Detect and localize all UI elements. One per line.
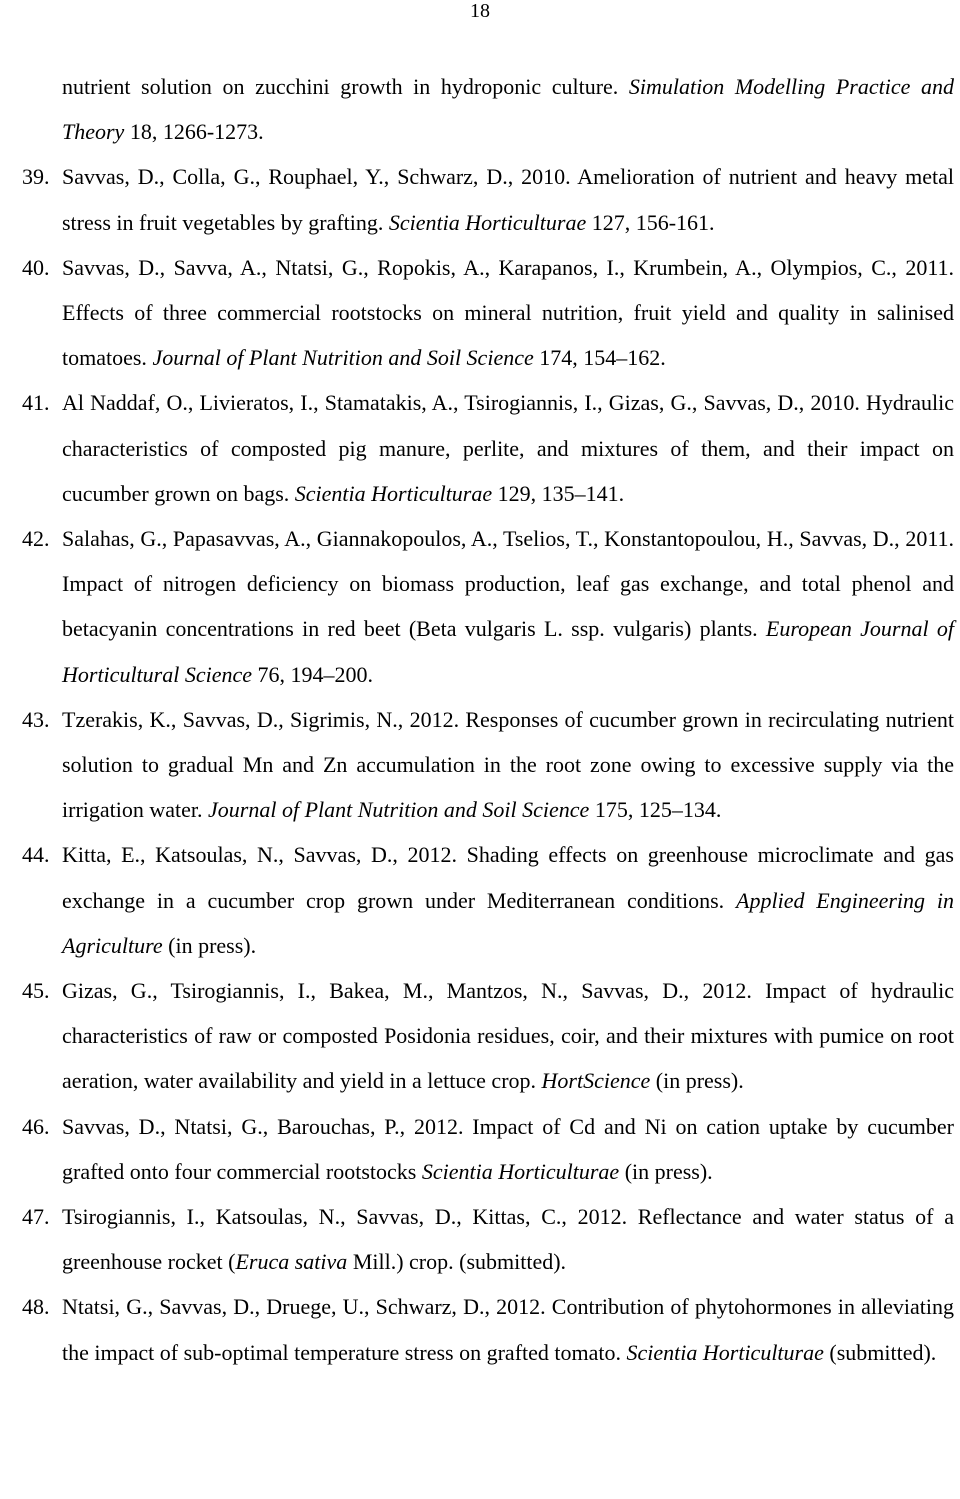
reference-text: Mill.) crop. (submitted). <box>347 1249 567 1275</box>
reference-text: Al Naddaf, O., Livieratos, I., Stamatakis, A., Tsirogiannis, I., Gizas, G., Savvas, D., 2010. Hydraulic characteristics of composted pig manure, perlite, and mixtures of them, and their impact on cucumber grown on bags. <box>62 390 954 506</box>
reference-number: 44. <box>22 842 50 868</box>
reference-text: 127, 156-161. <box>586 209 715 235</box>
reference-text: (in press). <box>162 932 257 958</box>
reference-number: 43. <box>22 706 50 732</box>
journal-title: Journal of Plant Nutrition and Soil Science <box>208 797 590 823</box>
reference-item-46 <box>22 1104 954 1194</box>
reference-text: Salahas, G., Papasavvas, A., Giannakopoulos, A., Tselios, T., Konstantopoulou, H., Savvas, D., 2011. Impact of nitrogen deficiency on biomass production, leaf gas exchange, and total phenol and betacyanin concentrations in red beet (Beta vulgaris L. ssp. vulgaris) plants. <box>62 526 954 642</box>
page-number: 18 <box>470 0 490 22</box>
journal-title: Scientia Horticulturae <box>294 480 493 506</box>
reference-number: 45. <box>22 978 50 1004</box>
species-name: Eruca sativa <box>235 1249 348 1275</box>
reference-number: 41. <box>22 390 50 416</box>
journal-title: Journal of Plant Nutrition and Soil Science <box>152 345 534 371</box>
reference-text: 174, 154–162. <box>533 345 666 371</box>
reference-text: 76, 194–200. <box>252 661 374 687</box>
journal-title: Scientia Horticulturae <box>388 209 587 235</box>
reference-number: 40. <box>22 254 50 280</box>
reference-item-41 <box>22 380 954 516</box>
reference-item-45 <box>22 968 954 1104</box>
journal-title: Scientia Horticulturae <box>626 1339 824 1365</box>
reference-item-47 <box>22 1194 954 1284</box>
journal-title: Simulation Modelling Practice and Theory <box>62 74 954 145</box>
reference-text: (in press). <box>619 1158 713 1184</box>
reference-text: 175, 125–134. <box>589 797 722 823</box>
reference-item-43 <box>22 697 954 833</box>
reference-item-48 <box>22 1284 954 1374</box>
reference-item-continued <box>22 64 954 154</box>
reference-text: Ntatsi, G., Savvas, D., Druege, U., Schwarz, D., 2012. Contribution of phytohormones in alleviating the impact of sub-optimal temperature stress on grafted tomato. <box>62 1294 954 1365</box>
reference-text: Savvas, D., Colla, G., Rouphael, Y., Schwarz, D., 2010. Amelioration of nutrient and heavy metal stress in fruit vegetables by grafting. <box>62 164 954 235</box>
reference-text: (in press). <box>650 1068 744 1094</box>
journal-title: European Journal of Horticultural Science <box>62 616 954 687</box>
reference-number: 46. <box>22 1113 50 1139</box>
reference-text: Tzerakis, K., Savvas, D., Sigrimis, N., 2012. Responses of cucumber grown in recirculating nutrient solution to gradual Mn and Zn accumulation in the root zone owing to excessive supply via the irrigation water. <box>62 706 954 823</box>
reference-text: Tsirogiannis, I., Katsoulas, N., Savvas, D., Kittas, C., 2012. Reflectance and water status of a greenhouse rocket ( <box>62 1204 954 1275</box>
reference-text: 129, 135–141. <box>492 480 625 506</box>
reference-number: 48. <box>22 1294 50 1320</box>
reference-item-44 <box>22 832 954 968</box>
reference-item-40 <box>22 245 954 381</box>
reference-text: nutrient solution on zucchini growth in hydroponic culture. <box>62 74 629 99</box>
journal-title: HortScience <box>541 1068 651 1094</box>
reference-text: Gizas, G., Tsirogiannis, I., Bakea, M., Mantzos, N., Savvas, D., 2012. Impact of hydraulic characteristics of raw or composted Posidonia residues, coir, and their mixtures with pumice on root aeration, water availability and yield in a lettuce crop. <box>62 978 954 1094</box>
journal-title: Applied Engineering in Agriculture <box>62 887 954 958</box>
reference-text: Savvas, D., Savva, A., Ntatsi, G., Ropokis, A., Karapanos, I., Krumbein, A., Olympios, C., 2011. Effects of three commercial rootstocks on mineral nutrition, fruit yield and quality in salinised tomatoes. <box>62 254 954 371</box>
reference-text: 18, 1266-1273. <box>124 119 264 145</box>
journal-title: Scientia Horticulturae <box>421 1158 620 1184</box>
reference-text: Kitta, E., Katsoulas, N., Savvas, D., 2012. Shading effects on greenhouse microclimate and gas exchange in a cucumber crop grown under Mediterranean conditions. <box>62 842 954 913</box>
reference-text: (submitted). <box>823 1339 937 1365</box>
reference-list <box>22 64 954 1375</box>
reference-item-39 <box>22 154 954 244</box>
reference-text: Savvas, D., Ntatsi, G., Barouchas, P., 2012. Impact of Cd and Ni on cation uptake by cucumber grafted onto four commercial rootstocks <box>62 1113 954 1184</box>
reference-number: 47. <box>22 1204 50 1230</box>
reference-item-42 <box>22 516 954 697</box>
reference-number: 42. <box>22 526 50 552</box>
reference-number: 39. <box>22 164 50 190</box>
